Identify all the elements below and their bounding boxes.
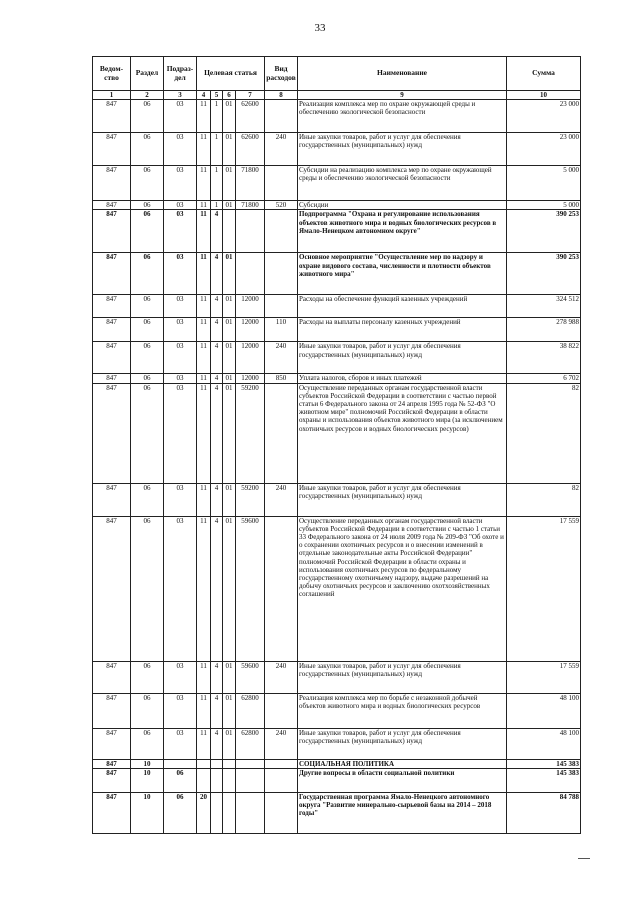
cell-cs4: 12000 bbox=[236, 374, 265, 383]
cell-cs2: 4 bbox=[211, 318, 223, 342]
cell-razdel: 06 bbox=[131, 661, 164, 693]
cell-summa: 23 000 bbox=[507, 133, 581, 166]
cell-razdel: 06 bbox=[131, 374, 164, 383]
cell-vid-rashodov: 850 bbox=[265, 374, 298, 383]
cell-vid-rashodov bbox=[265, 100, 298, 133]
cell-naimenovanie: Субсидии на реализацию комплекса мер по охране окружающей среды и обеспечению экологической безопасности bbox=[298, 166, 507, 201]
cell-summa: 48 100 bbox=[507, 728, 581, 759]
cell-podrazdel bbox=[164, 759, 197, 768]
cell-cs2: 1 bbox=[211, 133, 223, 166]
cell-cs4: 59200 bbox=[236, 383, 265, 483]
cell-cs4: 62800 bbox=[236, 693, 265, 728]
cell-razdel: 06 bbox=[131, 728, 164, 759]
cell-cs4: 12000 bbox=[236, 295, 265, 318]
header-celevaya-statya: Целевая статья bbox=[197, 57, 265, 91]
cell-podrazdel: 03 bbox=[164, 318, 197, 342]
cell-cs2: 1 bbox=[211, 100, 223, 133]
cell-cs1: 11 bbox=[197, 253, 211, 295]
cell-cs2: 4 bbox=[211, 383, 223, 483]
table-row bbox=[93, 792, 581, 833]
cell-cs1: 11 bbox=[197, 318, 211, 342]
cell-cs4: 59600 bbox=[236, 516, 265, 661]
cell-cs2: 1 bbox=[211, 166, 223, 201]
cell-podrazdel: 03 bbox=[164, 133, 197, 166]
cell-naimenovanie: Основное мероприятие "Осуществление мер по надзору и охране видового состава, численности и плотности объектов животного мира" bbox=[298, 253, 507, 295]
budget-table bbox=[92, 56, 581, 834]
cell-naimenovanie: Реализация комплекса мер по охране окружающей среды и обеспечению экологической безопасности bbox=[298, 100, 507, 133]
cell-cs4 bbox=[236, 253, 265, 295]
table-row bbox=[93, 166, 581, 201]
cell-summa: 82 bbox=[507, 383, 581, 483]
cell-cs3: 01 bbox=[223, 374, 236, 383]
cell-vid-rashodov bbox=[265, 792, 298, 833]
header-naimenovanie: Наименование bbox=[298, 57, 507, 91]
cell-podrazdel: 03 bbox=[164, 483, 197, 516]
cell-cs1: 11 bbox=[197, 295, 211, 318]
cell-vedomstvo: 847 bbox=[93, 661, 131, 693]
cell-cs2: 4 bbox=[211, 693, 223, 728]
cell-naimenovanie: Осуществление переданных органам государственной власти субъектов Российской Федерации в соответствии с частью первой статьи 6 Федерального закона от 24 апреля 1995 года № 52-ФЗ "О животном мире" полномочий Российской Федерации в области охраны и использования объектов животного мира (за исключением охотничьих ресурсов и водных биологических ресурсов) bbox=[298, 383, 507, 483]
table-row bbox=[93, 768, 581, 792]
col-num: 10 bbox=[507, 91, 581, 100]
cell-cs1: 11 bbox=[197, 201, 211, 210]
cell-summa: 5 000 bbox=[507, 166, 581, 201]
cell-cs2: 1 bbox=[211, 201, 223, 210]
cell-cs1: 11 bbox=[197, 483, 211, 516]
cell-podrazdel: 06 bbox=[164, 792, 197, 833]
table-row bbox=[93, 728, 581, 759]
cell-cs1: 20 bbox=[197, 792, 211, 833]
cell-podrazdel: 03 bbox=[164, 342, 197, 374]
cell-cs3: 01 bbox=[223, 166, 236, 201]
table-row bbox=[93, 201, 581, 210]
table-row bbox=[93, 374, 581, 383]
cell-vedomstvo: 847 bbox=[93, 133, 131, 166]
cell-summa: 82 bbox=[507, 483, 581, 516]
cell-summa: 390 253 bbox=[507, 253, 581, 295]
cell-cs1: 11 bbox=[197, 210, 211, 253]
cell-podrazdel: 03 bbox=[164, 295, 197, 318]
cell-podrazdel: 06 bbox=[164, 768, 197, 792]
cell-cs4: 71800 bbox=[236, 201, 265, 210]
cell-vid-rashodov: 110 bbox=[265, 318, 298, 342]
cell-cs2: 4 bbox=[211, 210, 223, 253]
cell-cs3: 01 bbox=[223, 728, 236, 759]
cell-summa: 145 383 bbox=[507, 759, 581, 768]
cell-razdel: 10 bbox=[131, 768, 164, 792]
cell-cs3: 01 bbox=[223, 100, 236, 133]
cell-naimenovanie: Осуществление переданных органам государственной власти субъектов Российской Федерации в соответствии с частью 1 статьи 33 Федерального закона от 24 июля 2009 года № 209-ФЗ "Об охоте и о сохранении охотничьих ресурсов и о внесении изменений в отдельные законодательные акты Российской Федерации" полномочий Российской Федерации в области охраны и использования охотничьих ресурсов по федеральному государственному охотничьему надзору, выдаче разрешений на добычу охотничьих ресурсов и заключению охотхозяйственных соглашений bbox=[298, 516, 507, 661]
cell-razdel: 06 bbox=[131, 133, 164, 166]
table-row bbox=[93, 100, 581, 133]
cell-summa: 38 822 bbox=[507, 342, 581, 374]
cell-vedomstvo: 847 bbox=[93, 483, 131, 516]
cell-summa: 390 253 bbox=[507, 210, 581, 253]
table-row bbox=[93, 210, 581, 253]
cell-cs3 bbox=[223, 792, 236, 833]
column-number-row bbox=[93, 91, 581, 100]
cell-cs1: 11 bbox=[197, 342, 211, 374]
cell-naimenovanie: Реализация комплекса мер по борьбе с незаконной добычей объектов животного мира и водных биологических ресурсов bbox=[298, 693, 507, 728]
cell-podrazdel: 03 bbox=[164, 728, 197, 759]
cell-cs1: 11 bbox=[197, 166, 211, 201]
cell-cs2 bbox=[211, 792, 223, 833]
cell-naimenovanie: Расходы на обеспечение функций казенных учреждений bbox=[298, 295, 507, 318]
cell-razdel: 10 bbox=[131, 759, 164, 768]
cell-cs4 bbox=[236, 210, 265, 253]
cell-razdel: 06 bbox=[131, 342, 164, 374]
header-vedomstvo: Ведом-ство bbox=[93, 57, 131, 91]
cell-cs3: 01 bbox=[223, 342, 236, 374]
cell-vid-rashodov bbox=[265, 383, 298, 483]
cell-cs3: 01 bbox=[223, 253, 236, 295]
cell-cs2: 4 bbox=[211, 374, 223, 383]
cell-naimenovanie: Иные закупки товаров, работ и услуг для обеспечения государственных (муниципальных) нужд bbox=[298, 728, 507, 759]
cell-vid-rashodov: 520 bbox=[265, 201, 298, 210]
cell-cs1: 11 bbox=[197, 516, 211, 661]
cell-podrazdel: 03 bbox=[164, 253, 197, 295]
cell-cs1: 11 bbox=[197, 374, 211, 383]
cell-razdel: 06 bbox=[131, 210, 164, 253]
cell-podrazdel: 03 bbox=[164, 374, 197, 383]
cell-naimenovanie: СОЦИАЛЬНАЯ ПОЛИТИКА bbox=[298, 759, 507, 768]
cell-cs4: 12000 bbox=[236, 318, 265, 342]
cell-vid-rashodov: 240 bbox=[265, 342, 298, 374]
cell-cs4: 71800 bbox=[236, 166, 265, 201]
col-num: 8 bbox=[265, 91, 298, 100]
cell-cs1: 11 bbox=[197, 693, 211, 728]
cell-cs2 bbox=[211, 768, 223, 792]
cell-vedomstvo: 847 bbox=[93, 166, 131, 201]
cell-vid-rashodov: 240 bbox=[265, 661, 298, 693]
cell-naimenovanie: Иные закупки товаров, работ и услуг для обеспечения государственных (муниципальных) нужд bbox=[298, 483, 507, 516]
cell-razdel: 06 bbox=[131, 166, 164, 201]
table-row bbox=[93, 483, 581, 516]
cell-podrazdel: 03 bbox=[164, 166, 197, 201]
cell-cs2 bbox=[211, 759, 223, 768]
col-num: 4 bbox=[197, 91, 211, 100]
cell-summa: 84 788 bbox=[507, 792, 581, 833]
cell-razdel: 06 bbox=[131, 383, 164, 483]
cell-cs3: 01 bbox=[223, 383, 236, 483]
cell-cs2: 4 bbox=[211, 661, 223, 693]
cell-naimenovanie: Подпрограмма "Охрана и регулирование использования объектов животного мира и водных биологических ресурсов в Ямало-Ненецком автономном округе" bbox=[298, 210, 507, 253]
cell-razdel: 06 bbox=[131, 100, 164, 133]
col-num: 3 bbox=[164, 91, 197, 100]
cell-cs3: 01 bbox=[223, 318, 236, 342]
cell-podrazdel: 03 bbox=[164, 516, 197, 661]
cell-podrazdel: 03 bbox=[164, 661, 197, 693]
cell-vedomstvo: 847 bbox=[93, 768, 131, 792]
cell-razdel: 06 bbox=[131, 693, 164, 728]
cell-cs3: 01 bbox=[223, 295, 236, 318]
cell-razdel: 06 bbox=[131, 295, 164, 318]
cell-vid-rashodov bbox=[265, 693, 298, 728]
table-header-row bbox=[93, 57, 581, 91]
col-num: 9 bbox=[298, 91, 507, 100]
cell-summa: 324 512 bbox=[507, 295, 581, 318]
table-row bbox=[93, 133, 581, 166]
col-num: 2 bbox=[131, 91, 164, 100]
cell-vedomstvo: 847 bbox=[93, 100, 131, 133]
cell-vid-rashodov: 240 bbox=[265, 728, 298, 759]
cell-razdel: 06 bbox=[131, 318, 164, 342]
cell-naimenovanie: Государственная программа Ямало-Ненецкого автономного округа "Развитие минерально-сырьевой базы на 2014 – 2018 годы" bbox=[298, 792, 507, 833]
cell-cs1: 11 bbox=[197, 661, 211, 693]
cell-cs3: 01 bbox=[223, 693, 236, 728]
cell-podrazdel: 03 bbox=[164, 693, 197, 728]
cell-vedomstvo: 847 bbox=[93, 693, 131, 728]
cell-razdel: 10 bbox=[131, 792, 164, 833]
cell-cs4: 62600 bbox=[236, 100, 265, 133]
cell-vedomstvo: 847 bbox=[93, 253, 131, 295]
cell-vedomstvo: 847 bbox=[93, 295, 131, 318]
cell-podrazdel: 03 bbox=[164, 210, 197, 253]
cell-cs3 bbox=[223, 210, 236, 253]
cell-vid-rashodov bbox=[265, 516, 298, 661]
cell-naimenovanie: Иные закупки товаров, работ и услуг для обеспечения государственных (муниципальных) нужд bbox=[298, 661, 507, 693]
cell-summa: 23 000 bbox=[507, 100, 581, 133]
page-number: 33 bbox=[314, 22, 326, 34]
cell-vedomstvo: 847 bbox=[93, 318, 131, 342]
cell-cs1: 11 bbox=[197, 383, 211, 483]
header-razdel: Раздел bbox=[131, 57, 164, 91]
table-row bbox=[93, 516, 581, 661]
scan-mark bbox=[578, 858, 590, 859]
cell-cs4 bbox=[236, 792, 265, 833]
cell-vedomstvo: 847 bbox=[93, 383, 131, 483]
cell-summa: 17 559 bbox=[507, 516, 581, 661]
col-num: 6 bbox=[223, 91, 236, 100]
table-row bbox=[93, 383, 581, 483]
cell-podrazdel: 03 bbox=[164, 383, 197, 483]
cell-naimenovanie: Расходы на выплаты персоналу казенных учреждений bbox=[298, 318, 507, 342]
cell-cs3 bbox=[223, 759, 236, 768]
cell-vedomstvo: 847 bbox=[93, 201, 131, 210]
cell-cs4: 59200 bbox=[236, 483, 265, 516]
cell-cs1: 11 bbox=[197, 133, 211, 166]
cell-cs1: 11 bbox=[197, 100, 211, 133]
cell-cs4: 59600 bbox=[236, 661, 265, 693]
cell-summa: 17 559 bbox=[507, 661, 581, 693]
cell-summa: 145 383 bbox=[507, 768, 581, 792]
cell-cs2: 4 bbox=[211, 253, 223, 295]
cell-podrazdel: 03 bbox=[164, 201, 197, 210]
table-row bbox=[93, 318, 581, 342]
cell-cs4: 62600 bbox=[236, 133, 265, 166]
cell-cs3: 01 bbox=[223, 133, 236, 166]
cell-naimenovanie: Иные закупки товаров, работ и услуг для обеспечения государственных (муниципальных) нужд bbox=[298, 133, 507, 166]
cell-vid-rashodov bbox=[265, 166, 298, 201]
cell-cs4 bbox=[236, 759, 265, 768]
header-podrazdel: Подраз-дел bbox=[164, 57, 197, 91]
cell-summa: 278 988 bbox=[507, 318, 581, 342]
table-row bbox=[93, 759, 581, 768]
table-row bbox=[93, 661, 581, 693]
cell-summa: 6 702 bbox=[507, 374, 581, 383]
cell-cs4: 62800 bbox=[236, 728, 265, 759]
col-num: 5 bbox=[211, 91, 223, 100]
cell-summa: 48 100 bbox=[507, 693, 581, 728]
cell-cs3: 01 bbox=[223, 516, 236, 661]
cell-cs1 bbox=[197, 759, 211, 768]
cell-summa: 5 000 bbox=[507, 201, 581, 210]
cell-cs2: 4 bbox=[211, 516, 223, 661]
cell-vedomstvo: 847 bbox=[93, 374, 131, 383]
cell-vedomstvo: 847 bbox=[93, 342, 131, 374]
table-row bbox=[93, 253, 581, 295]
cell-podrazdel: 03 bbox=[164, 100, 197, 133]
cell-razdel: 06 bbox=[131, 253, 164, 295]
col-num: 7 bbox=[236, 91, 265, 100]
cell-vedomstvo: 847 bbox=[93, 210, 131, 253]
cell-naimenovanie: Иные закупки товаров, работ и услуг для обеспечения государственных (муниципальных) нужд bbox=[298, 342, 507, 374]
cell-cs2: 4 bbox=[211, 342, 223, 374]
cell-naimenovanie: Субсидии bbox=[298, 201, 507, 210]
cell-vid-rashodov bbox=[265, 759, 298, 768]
table-row bbox=[93, 693, 581, 728]
col-num: 1 bbox=[93, 91, 131, 100]
cell-cs4 bbox=[236, 768, 265, 792]
cell-vedomstvo: 847 bbox=[93, 792, 131, 833]
cell-razdel: 06 bbox=[131, 483, 164, 516]
cell-vedomstvo: 847 bbox=[93, 516, 131, 661]
cell-cs2: 4 bbox=[211, 483, 223, 516]
cell-vid-rashodov bbox=[265, 210, 298, 253]
table-row bbox=[93, 295, 581, 318]
cell-vid-rashodov: 240 bbox=[265, 133, 298, 166]
cell-vedomstvo: 847 bbox=[93, 728, 131, 759]
cell-cs3: 01 bbox=[223, 483, 236, 516]
cell-cs1: 11 bbox=[197, 728, 211, 759]
cell-cs1 bbox=[197, 768, 211, 792]
cell-naimenovanie: Уплата налогов, сборов и иных платежей bbox=[298, 374, 507, 383]
cell-naimenovanie: Другие вопросы в области социальной политики bbox=[298, 768, 507, 792]
cell-vid-rashodov: 240 bbox=[265, 483, 298, 516]
cell-cs3: 01 bbox=[223, 201, 236, 210]
header-summa: Сумма bbox=[507, 57, 581, 91]
cell-cs2: 4 bbox=[211, 728, 223, 759]
table-row bbox=[93, 342, 581, 374]
cell-razdel: 06 bbox=[131, 201, 164, 210]
cell-cs3 bbox=[223, 768, 236, 792]
cell-cs4: 12000 bbox=[236, 342, 265, 374]
cell-cs2: 4 bbox=[211, 295, 223, 318]
cell-cs3: 01 bbox=[223, 661, 236, 693]
cell-vid-rashodov bbox=[265, 768, 298, 792]
header-vid-rashodov: Вид расходов bbox=[265, 57, 298, 91]
cell-vedomstvo: 847 bbox=[93, 759, 131, 768]
cell-vid-rashodov bbox=[265, 253, 298, 295]
cell-razdel: 06 bbox=[131, 516, 164, 661]
cell-vid-rashodov bbox=[265, 295, 298, 318]
